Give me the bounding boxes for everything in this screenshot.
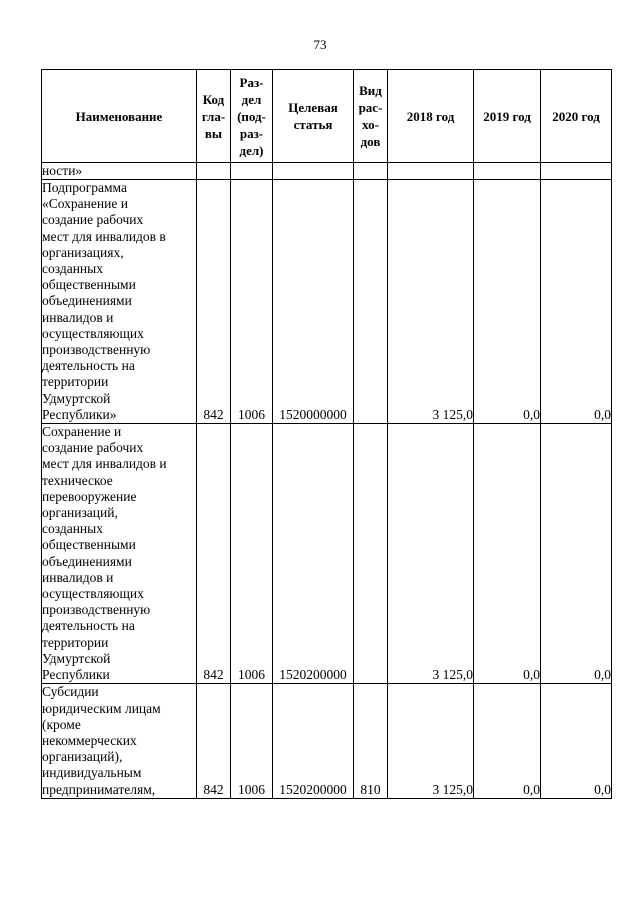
table-row [42, 163, 612, 180]
row-chapter-code: 842 [197, 180, 231, 424]
table-row [42, 424, 612, 684]
row-section: 1006 [231, 684, 273, 798]
row-amount-2019: 0,0 [474, 684, 541, 798]
header-year-2019: 2019 год [474, 70, 541, 163]
row-amount-2019: 0,0 [474, 180, 541, 424]
row-target-article: 1520200000 [273, 684, 354, 798]
row-amount-2018: 3 125,0 [388, 180, 474, 424]
row-name: Подпрограмма «Сохранение и создание рабочих мест для инвалидов в организациях, созданных общественными объединениями инвалидов и осуществляющих производственную деятельность на территории Удмуртской Республики» [42, 180, 197, 424]
row-name: Сохранение и создание рабочих мест для инвалидов и техническое перевооружение организаций, созданных общественными объединениями инвалидов и осуществляющих производственную деятельность на территории Удмуртской Республики [42, 424, 197, 684]
row-name: ности» [42, 163, 197, 180]
row-name: Субсидии юридическим лицам (кроме некоммерческих организаций), индивидуальным предпринимателям, [42, 684, 197, 798]
row-expense-type [354, 180, 388, 424]
row-chapter-code [197, 163, 231, 180]
row-target-article: 1520200000 [273, 424, 354, 684]
row-chapter-code: 842 [197, 424, 231, 684]
row-amount-2018: 3 125,0 [388, 684, 474, 798]
row-amount-2019 [474, 163, 541, 180]
row-amount-2019: 0,0 [474, 424, 541, 684]
row-amount-2020: 0,0 [541, 424, 612, 684]
header-section: Раз- дел (под- раз- дел) [231, 70, 273, 163]
row-section: 1006 [231, 180, 273, 424]
table-row [42, 684, 612, 798]
header-target-article: Целевая статья [273, 70, 354, 163]
row-expense-type [354, 424, 388, 684]
row-amount-2020: 0,0 [541, 684, 612, 798]
row-chapter-code: 842 [197, 684, 231, 798]
header-chapter-code: Код гла- вы [197, 70, 231, 163]
page-number: 73 [313, 37, 327, 52]
header-name: Наименование [42, 70, 197, 163]
row-amount-2020: 0,0 [541, 180, 612, 424]
row-amount-2020 [541, 163, 612, 180]
header-expense-type: Вид рас- хо- дов [354, 70, 388, 163]
header-year-2018: 2018 год [388, 70, 474, 163]
row-amount-2018 [388, 163, 474, 180]
header-year-2020: 2020 год [541, 70, 612, 163]
row-section: 1006 [231, 424, 273, 684]
row-target-article: 1520000000 [273, 180, 354, 424]
budget-table [41, 69, 612, 799]
row-section [231, 163, 273, 180]
row-target-article [273, 163, 354, 180]
table-header-row [42, 70, 612, 163]
row-amount-2018: 3 125,0 [388, 424, 474, 684]
row-expense-type [354, 163, 388, 180]
row-expense-type: 810 [354, 684, 388, 798]
table-row [42, 180, 612, 424]
